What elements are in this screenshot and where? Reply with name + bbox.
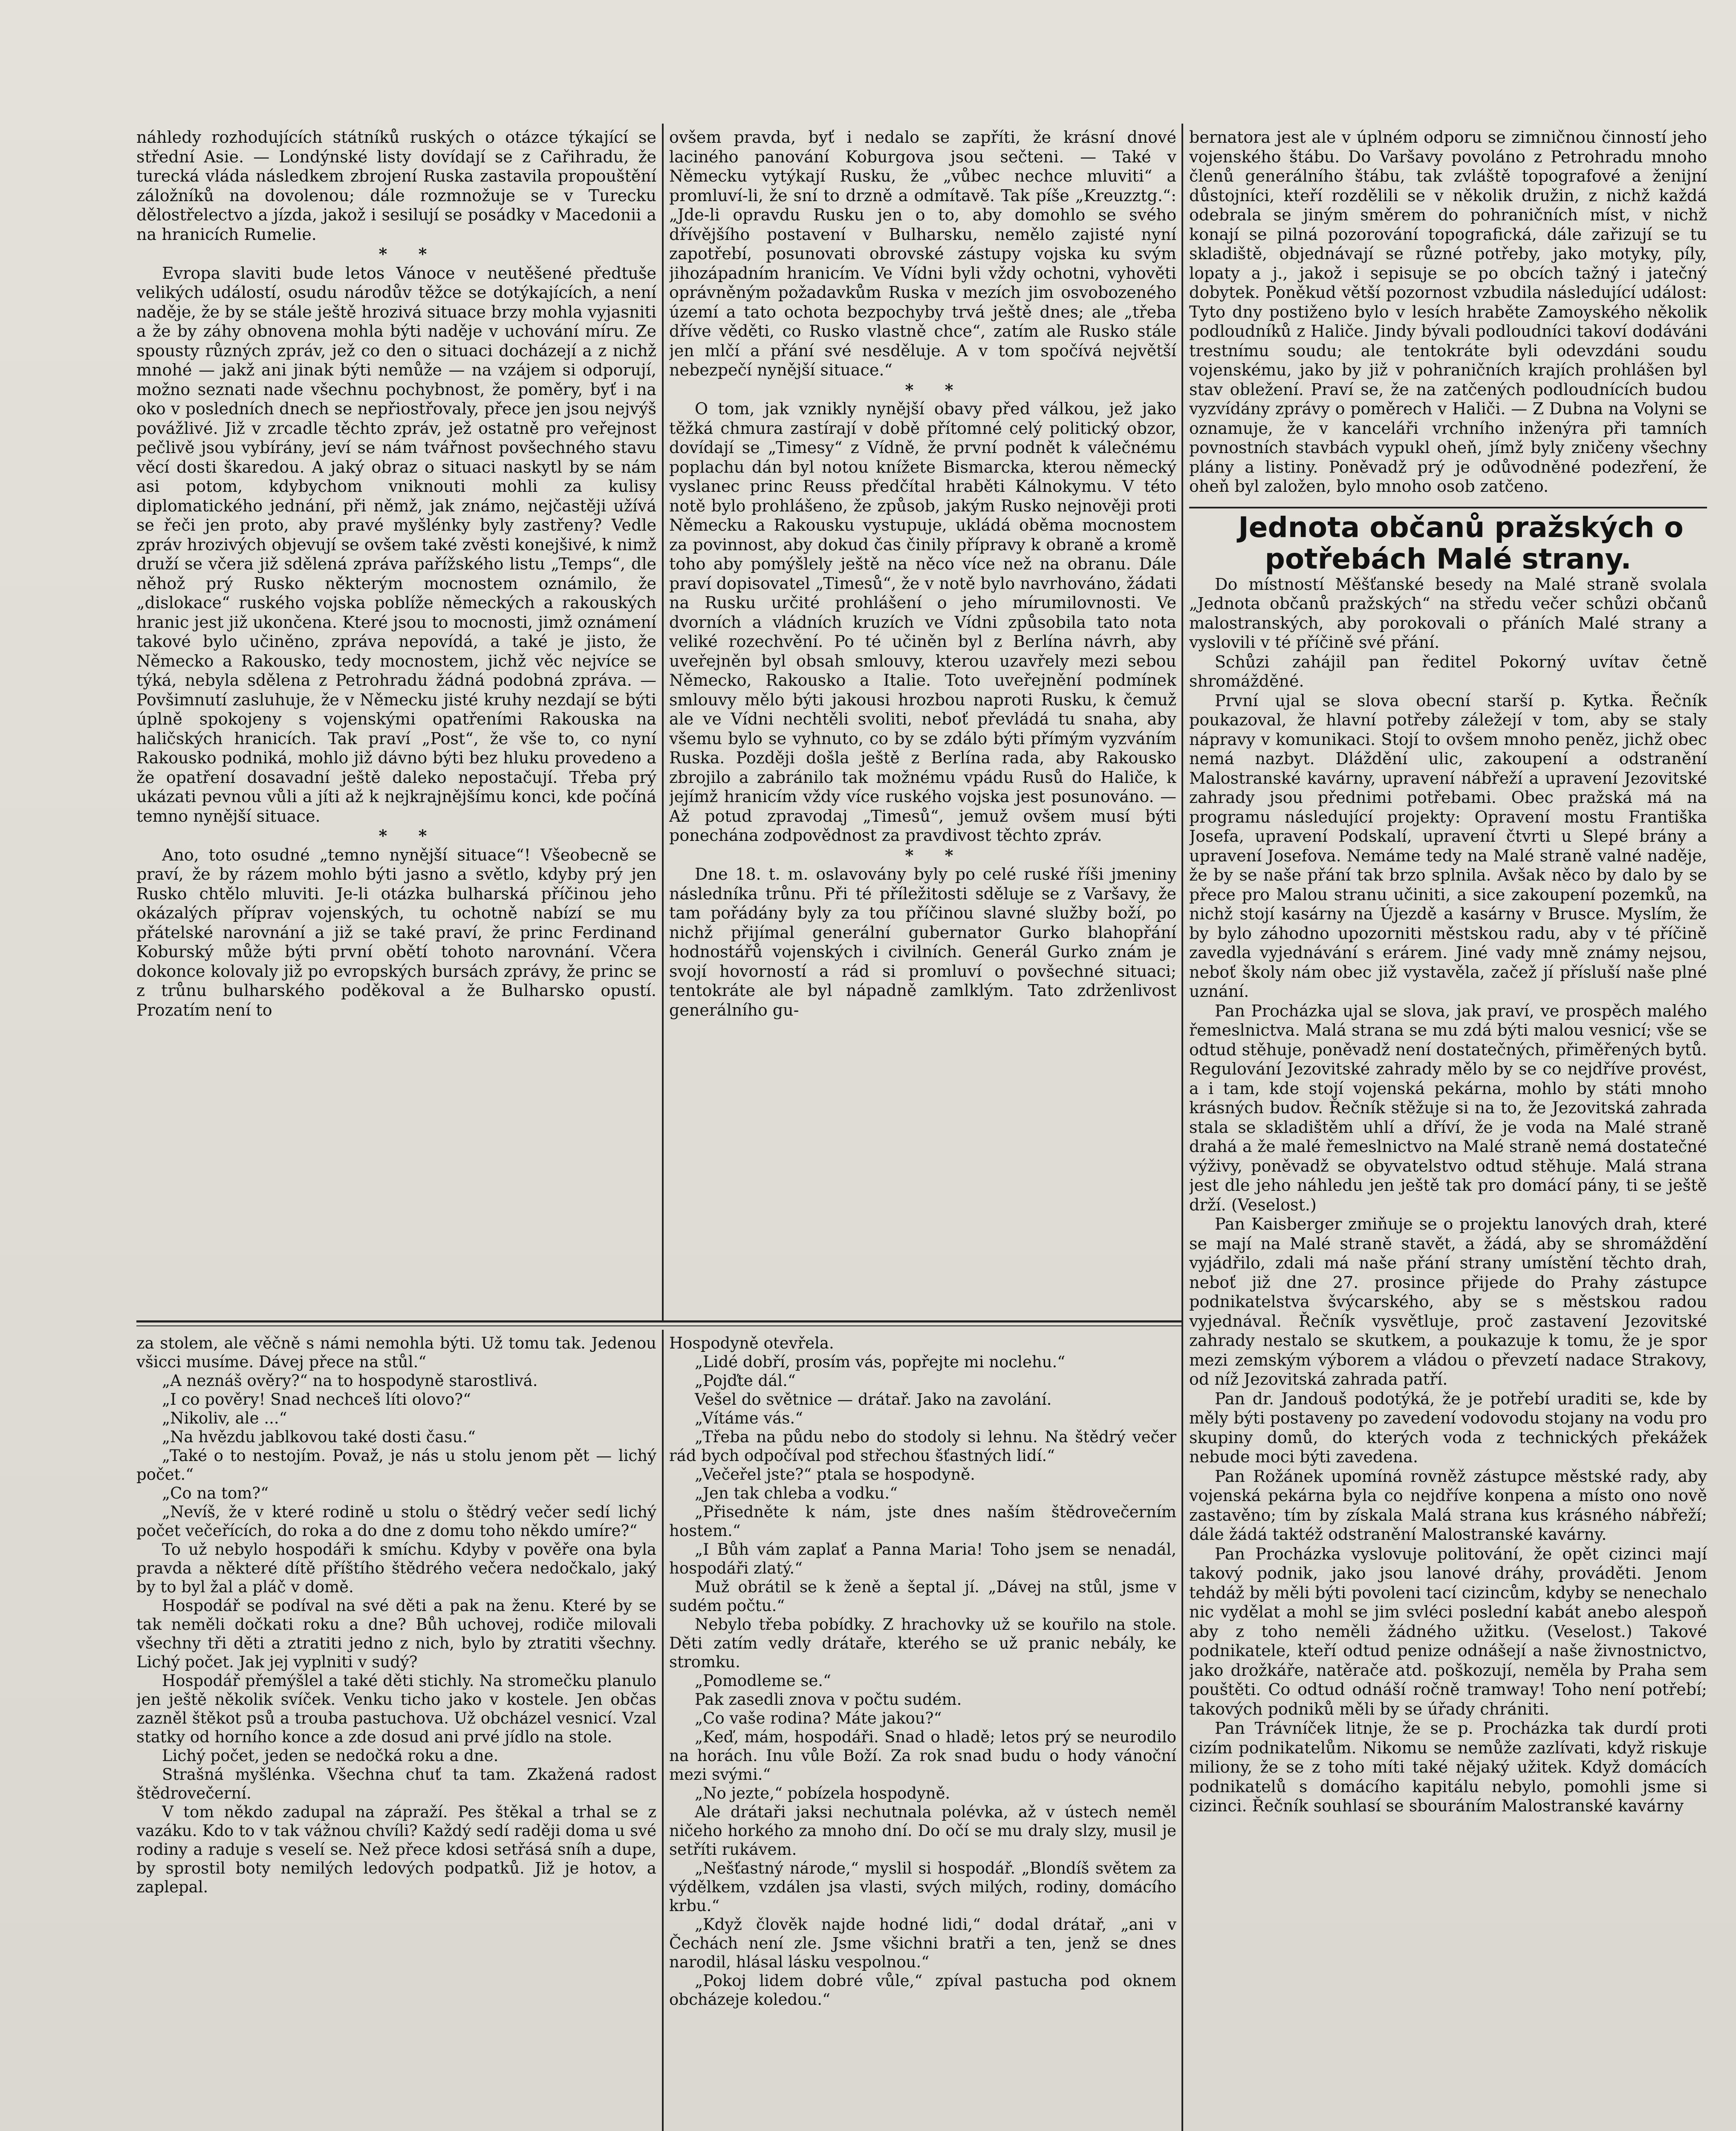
story-paragraph: „No jezte,“ pobízela hospodyně.	[695, 1784, 950, 1802]
article-paragraph: náhledy rozhodujících státníků ruských o otázce týkající se střední Asie. — Londýnské listy dovídají se z Cařihradu, že turecká vláda následkem zbrojení Ruska zastavila propouštění záložníků na dovolenou; dále rozmnožuje se v Turecku dělostřelectvo a jízda, jakož i sesilují se posádky v Macedonii a na hranicích Rumelie.	[136, 128, 656, 244]
story-paragraph: Vešel do světnice — drátař. Jako na zavolání.	[695, 1390, 1052, 1409]
feuilleton-rule	[136, 1320, 1181, 1322]
feuilleton-column-middle	[669, 1334, 1176, 2131]
story-paragraph: „Přisedněte k nám, jste dnes naším štědrovečerním hostem.“	[669, 1503, 1176, 1540]
story-paragraph: „A neznáš ověry?“ na to hospodyně starostlivá.	[162, 1372, 538, 1390]
story-paragraph: „Na hvězdu jablkovou také dosti času.“	[162, 1428, 476, 1446]
story-paragraph: Hospodyně otevřela.	[669, 1334, 834, 1352]
story-paragraph: „Večeřel jste?“ ptala se hospodyně.	[695, 1465, 975, 1484]
story-paragraph: „Lidé dobří, prosím vás, popřejte mi noclehu.“	[695, 1353, 1066, 1371]
column-right	[1189, 128, 1707, 2131]
article-paragraph: Pan Trávníček litnje, že se p. Procházka tak durdí proti cizím podnikatelům. Nikomu se nemůže zazlívati, když riskuje miliony, že se z toho míti také nějaký užitek. Když domácích podnikatelů s domácího kapitálu nebylo, pomohli jsme si cizinci. Řečník souhlasí se sbouráním Malostranské kavárny	[1189, 1719, 1707, 1815]
feuilleton-column-left	[136, 1334, 656, 2131]
story-paragraph: „Co vaše rodina? Máte jakou?“	[695, 1709, 942, 1727]
article-paragraph: První ujal se slova obecní starší p. Kytka. Řečník poukazoval, že hlavní potřeby záležejí v tom, aby se staly nápravy v komunikaci. Stojí to ovšem mnoho peněz, jichž obec nemá nazbyt. Dláždění ulic, zakoupení a odstranění Malostranské kavárny, upravení nábřeží a upravení Jezovitské zahrady jsou přednimi potřebami. Obec pražská má na programu následující projekty: Opravení mostu Františka Josefa, upravení Podskalí, upravení čtvrti u Slepé brány a upravení Josefova. Nemáme tedy na Malé straně valné naděje, že by se naše přání tak brzo splnila. Avšak něco by dalo by se přece pro Malou stranu učiniti, a sice zakoupení pozemků, na nichž stojí kasárny na Újezdě a kasárny v Brusce. Myslím, že by bylo záhodno upozorniti městskou radu, aby v té příčině zavedla vyjednávání s erárem. Jiné vady mně známy nejsou, neboť školy nám obec již vystavěla, začež jí přísluší naše plné uznání.	[1189, 691, 1707, 1001]
story-paragraph: Pak zasedli znova v počtu sudém.	[695, 1690, 962, 1709]
section-separator: * *	[378, 826, 440, 845]
article-paragraph: Evropa slaviti bude letos Vánoce v neutěšené předtuše velikých událostí, osudu národův těžce se dotýkajících, a není naděje, že by se stále ještě hrozivá situace brzy mohla vyjasniti a že by záhy obnovena mohla býti naděje v uchování míru. Ze spousty různých zpráv, jež co den o situaci docházejí a z nichž mnohé — jakž ani jinak býti nemůže — na vzájem si odporují, možno seznati nade všechnu pochybnost, že poměry, byť i na oko v posledních dnech se nepřiostřovaly, přece jen jsou nejvýš povážlivé. Již v zrcadle těchto zpráv, jež ostatně pro veřejnost pečlivě jsou vybírány, jeví se nám tvářnost povšechného stavu věcí dosti škaredou. A jaký obraz o situaci naskytl by se nám asi potom, kdybychom vniknouti mohli za kulisy diplomatického jednání, při němž, jak známo, nejčastěji užívá se řeči jen proto, aby pravé myšlénky byly zastřeny? Vedle zpráv hrozivých objevují se ovšem také zvěsti konejšivé, k nimž druží se včera již sdělená zpráva pařížského listu „Temps“, dle něhož prý Rusko některým mocnostem oznámilo, že „dislokace“ ruského vojska poblíže německých a rakouských hranic jest již ukončena. Které jsou to mocnosti, jimž oznámení takové bylo učiněno, zpráva nepovídá, a také je jisto, že Německo a Rakousko, tedy mocnostem, jichž věc nejvíce se týká, nebyla sdělena z Petrohradu žádná podobná zpráva. — Povšimnutí zasluhuje, že v Německu jisté kruhy nezdají se býti úplně spokojeny s vojenskými opatřeními Rakouska na haličských hranicích. Tak praví „Post“, že vše to, co nyní Rakousko podniká, mohlo již dávno býti bez hluku provedeno a že opatření dosavadní ještě daleko nepostačují. Třeba prý ukázati pevnou vůli a jíti až k nejkrajnějšímu konci, kde počíná temno nynější situace.	[136, 263, 656, 826]
column-middle	[669, 128, 1176, 1313]
story-paragraph: Nebylo třeba pobídky. Z hrachovky už se kouřilo na stole. Děti zatím vedly drátaře, kterého se už pranic nebály, ke stromku.	[669, 1615, 1176, 1671]
article-paragraph: O tom, jak vznikly nynější obavy před válkou, jež jako těžká chmura zastírají v době přítomné celý politický obzor, dovídají se „Timesy“ z Vídně, že první podnět k válečnému poplachu dán byl notou knížete Bismarcka, kterou německý vyslanec princ Reuss předčítal hraběti Kálnokymu. V této notě bylo prohlášeno, že způsob, jakým Rusko nejnověji proti Německu a Rakousku vystupuje, ukládá oběma mocnostem za povinnost, aby dokud čas činily přípravy k obraně a kromě toho aby pomýšlely ještě na něco více než na obranu. Dále praví dopisovatel „Timesů“, že v notě bylo navrhováno, žádati na Rusku určité prohlášení o jeho mírumilovnosti. Ve dvorních a vládních kruzích ve Vídni způsobila tato nota veliké rozechvění. Po té učiněn byl z Berlína návrh, aby uveřejněn byl obsah smlouvy, kterou uzavřely mezi sebou Německo, Rakousko a Italie. Toto uveřejnění podmínek smlouvy mělo býti jakousi hrozbou naproti Rusku, k čemuž ale ve Vídni nechtěli svoliti, neboť převládá tu snaha, aby všemu bylo se vyhnuto, co by se zdálo býti přímým vyzváním Ruska. Později došla ještě z Berlína rada, aby Rakousko zbrojilo a zabránilo tak možnému vpádu Rusů do Haliče, k jejímž hranicím vždy více ruského vojska jest posunováno. — Až potud zpravodaj „Timesů“, jemuž ovšem musí býti ponechána zodpovědnost za pravdivost těchto zpráv.	[669, 399, 1176, 845]
article-paragraph: ovšem pravda, byť i nedalo se zapříti, že krásní dnové laciného panování Koburgova jsou sečteni. — Také v Německu vytýkají Rusku, že „vůbec nechce mluviti“ a promluví-li, že sní to drzně a odmítavě. Tak píše „Kreuzztg.“: „Jde-li opravdu Rusku jen o to, aby domohlo se svého dřívějšího postavení v Bulharsku, nemělo zajisté nyní zapotřebí, posunovati obrovské zástupy vojska ku svým jihozápadním hranicím. Ve Vídni byli vždy ochotni, vyhověti oprávněným požadavkům Ruska v mezích jim osvobozeného území a tato ochota bezpochyby trvá ještě dnes; ale „třeba dříve věděti, co Rusko vlastně chce“, zatím ale Rusko stále jen mlčí a přání své nesděluje. A v tom spočívá největší nebezpečí nynější situace.“	[669, 128, 1176, 379]
headline-rule	[1189, 507, 1707, 508]
section-separator: * *	[905, 845, 966, 865]
story-paragraph: „Pojďte dál.“	[695, 1372, 796, 1390]
article-paragraph: Dne 18. t. m. oslavovány byly po celé ruské říši jmeniny následníka trůnu. Při té příležitosti sděluje se z Varšavy, že tam pořádány byly za tou příčinou slavné služby boží, po nichž přijímal generální gubernator Gurko blahopřání hodnostářů vojenských i civilních. Generál Gurko znám je svojí hovorností a rád si promluví o povšechné situaci; tentokráte ale byl nápadně zamlklým. Tato zdrženlivost generálního gu-	[669, 865, 1176, 1019]
story-paragraph: „Keď, mám, hospodáři. Snad o hladě; letos prý se neurodilo na horách. Inu vůle Boží. Za rok snad budu o hody vánoční mezi svými.“	[669, 1728, 1176, 1784]
article-paragraph: Pan Procházka ujal se slova, jak praví, ve prospěch malého řemeslnictva. Malá strana se mu zdá býti malou vesnicí; vše se odtud stěhuje, poněvadž není dostatečných, přiměřených bytů. Regulování Jezovitské zahrady mělo by se co nejdříve provést, a i tam, kde stojí vojenská pekárna, mohlo by státi mnoho krásných budov. Řečník stěžuje si na to, že Jezovitská zahrada stala se skladištěm uhlí a dříví, že je voda na Malé straně drahá a že malé řemeslnictvo na Malé straně nemá dostatečné výživy, poněvadž se obyvatelstvo odtud stěhuje. Malá strana jest dle jeho náhledu jen ještě tak pro domácí pány, ti se ještě drží. (Veselost.)	[1189, 1001, 1707, 1214]
story-paragraph: „Nikoliv, ale ...“	[162, 1409, 287, 1427]
article-paragraph: Do místností Měšťanské besedy na Malé straně svolala „Jednota občanů pražských“ na středu večer schůzi občanů malostranských, aby porokovali o přáních Malé strany a vyslovili v té příčině své přání.	[1189, 575, 1707, 652]
section-separator: * *	[905, 380, 966, 399]
story-paragraph: „Nešťastný národe,“ myslil si hospodář. „Blondíš světem za výdělkem, vzdálen jsa vlasti, svých milých, rodiny, domácího krbu.“	[669, 1859, 1176, 1915]
column-rule	[662, 124, 664, 1321]
story-paragraph: „Pokoj lidem dobré vůle,“ zpíval pastucha pod oknem obcházeje koledou.“	[669, 1972, 1176, 2009]
story-paragraph: Strašná myšlénka. Všechna chuť ta tam. Zkažená radost štědrovečerní.	[136, 1765, 656, 1802]
story-paragraph: „Jen tak chleba a vodku.“	[695, 1484, 898, 1502]
article-paragraph: Schůzi zahájil pan ředitel Pokorný uvítav četně shromážděné.	[1189, 652, 1707, 690]
story-paragraph: „Vítáme vás.“	[695, 1409, 803, 1427]
story-paragraph: Hospodář přemýšlel a také děti stichly. Na stromečku planulo jen ještě několik svíček. Venku ticho jako v kostele. Jen občas zazněl štěkot psů a trouba pastuchova. Už obcházel vesnicí. Vzal statky od horního konce a zde dosud ani prvé jídlo na stole.	[136, 1672, 656, 1746]
story-paragraph: „Nevíš, že v které rodině u stolu o štědrý večer sedí lichý počet večeřících, do roka a do dne z domu toho někdo umíre?“	[136, 1503, 656, 1540]
story-paragraph: „Třeba na půdu nebo do stodoly si lehnu. Na štědrý večer rád bych odpočíval pod střechou šťastných lidí.“	[669, 1428, 1176, 1465]
section-separator: * *	[378, 244, 440, 263]
article-paragraph: Pan Rožánek upomíná rovněž zástupce městské rady, aby vojenská pekárna byla co nejdříve konpena a místo ono nově zastavěno; tím by získala Malá strana kus krásného nábřeží; dále žádá taktéž odstranění Malostranské kavárny.	[1189, 1467, 1707, 1544]
story-paragraph: „Pomodleme se.“	[695, 1672, 831, 1690]
article-paragraph: Pan Kaisberger zmiňuje se o projektu lanových drah, které se mají na Malé straně stavět, a žádá, aby se shromáždění vyjádřilo, zdali má naše přání strany umístění těchto drah, neboť již dne 27. prosince přijede do Prahy zástupce podnikatelstva švýcarského, aby se s městskou radou vyjednával. Řečník vysvětluje, proč zastavení Jezovitské zahrady nestalo se skutkem, a poukazuje k tomu, že je spor mezi zemským výborem a vládou o převzetí nadace Strakovy, od níž Jezovitská zahrada patří.	[1189, 1215, 1707, 1389]
story-paragraph: V tom někdo zadupal na zápraží. Pes štěkal a trhal se z vazáku. Kdo to v tak vážnou chvíli? Každý sedí raději doma u své rodiny a raduje s veselí se. Než přece kdosi setřásá sníh a dupe, by sprostil boty nemilých ledových podpatků. Již je hotov, a zaplepal.	[136, 1803, 656, 1896]
article-paragraph: Ano, toto osudné „temno nynější situace“! Všeobecně se praví, že by rázem mohlo býti jasno a světlo, kdyby prý jen Rusko chtělo mluviti. Je-li otázka bulharská příčinou jeho okázalých příprav vojenských, tu ochotně nabízí se mu přátelské narovnání a již se také praví, že princ Ferdinand Koburský může býti první obětí tohoto narovnání. Včera dokonce kolovaly již po evropských bursách zprávy, že princ se z trůnu bulharského poděkoval a že Bulharsko opustí. Prozatím není to	[136, 845, 656, 1019]
story-paragraph: To už nebylo hospodáři k smíchu. Kdyby v pověře ona byla pravda a některé dítě příštího štědrého večera nedočkalo, jaký by to byl žal a pláč v domě.	[136, 1540, 656, 1596]
story-paragraph: „Co na tom?“	[162, 1484, 269, 1502]
story-paragraph: Hospodář se podíval na své děti a pak na ženu. Které by se tak neměli dočkati roku a dne? Bůh uchovej, rodiče milovali všechny tři děti a ztratiti jedno z nich, bylo by ztratiti všechny. Lichý počet. Jak jej vyplniti v sudý?	[136, 1597, 656, 1671]
article-paragraph: bernatora jest ale v úplném odporu se zimničnou činností jeho vojenského štábu. Do Varšavy povoláno z Petrohradu mnoho členů generálního štábu, tak zvláště topografové a ženijní důstojníci, kteří rozdělili se v několik družin, z nichž každá odebrala se jiným směrem do pohraničních míst, v nichž konají se pilná pozorování topografická, dále zařizují se tu skladiště, objednávají se různé potřeby, jako motyky, píly, lopaty a j., jakož i sepisuje se po obcích tažný i jatečný dobytek. Poněkud větší pozornost vzbudila následující událost: Tyto dny postiženo bylo v lesích hraběte Zamoyského několik podloudníků z Haliče. Jindy bývali podloudníci takoví dodáváni trestnímu soudu; ale tentokráte byli odevzdáni soudu vojenskému, jako by již v pohraničních krajích prohlášen byl stav obležení. Praví se, že na zatčených podloudnících budou vyzvídány zprávy o poměrech v Haliči. — Z Dubna na Volyni se oznamuje, že v kanceláři vrchního inženýra při tamních povnostních stavbách vypukl oheň, jímž byly zničeny všechny plány a listiny. Poněvadž prý je odůvodněné podezření, že oheň byl založen, bylo mnoho osob zatčeno.	[1189, 128, 1707, 496]
article-headline: Jednota občanů pražských o potřebách Malé strany.	[1238, 511, 1684, 575]
column-rule	[662, 1330, 664, 2131]
article-paragraph: Pan dr. Jandouš podotýká, že je potřebí uraditi se, kde by měly býti postaveny po zavedení vodovodu stojany na vodu pro skupiny domů, do kterých voda z technických překážek nebude moci býti zavedena.	[1189, 1389, 1707, 1466]
column-left	[136, 128, 656, 1313]
story-paragraph: „I co pověry! Snad nechceš líti olovo?“	[162, 1390, 471, 1409]
story-paragraph: „Když člověk najde hodné lidi,“ dodal drátař, „ani v Čechách není zle. Jsme všichni bratři a ten, jenž se dnes narodil, hlásal lásku vespolnou.“	[669, 1915, 1176, 1971]
story-paragraph: „I Bůh vám zaplať a Panna Maria! Toho jsem se nenadál, hospodáři zlatý.“	[669, 1540, 1176, 1577]
story-paragraph: Muž obrátil se k ženě a šeptal jí. „Dávej na stůl, jsme v sudém počtu.“	[669, 1578, 1176, 1615]
story-paragraph: Ale drátaři jaksi nechutnala polévka, až v ústech neměl ničeho horkého za mnoho dní. Do očí se mu draly slzy, musil je setříti rukávem.	[669, 1803, 1176, 1859]
story-paragraph: Lichý počet, jeden se nedočká roku a dne.	[162, 1747, 499, 1765]
article-paragraph: Pan Procházka vyslovuje politování, že opět cizinci mají takový podnik, jako jsou lanové dráhy, prováděti. Jenom tehdáž by měli býti povoleni tací cizincům, kdyby se nenechalo nic vydělat a mohl se jim svléci poslední kabát anebo alespoň aby z toho neměli žádného užitku. (Veselost.) Takové podnikatele, kteří odtud penize odnášejí a naše živnostnictvo, jako drožkáře, natěrače atd. poškozují, neměla by Praha sem pouštěti. Co odtud odnáší ročně tramway! Toho není potřebí; takových podniků měli by se úřady chrániti.	[1189, 1544, 1707, 1718]
story-paragraph: za stolem, ale věčně s námi nemohla býti. Už tomu tak. Jedenou všicci musíme. Dávej přece na stůl.“	[136, 1334, 656, 1371]
story-paragraph: „Také o to nestojím. Považ, je nás u stolu jenom pět — lichý počet.“	[136, 1447, 656, 1484]
column-rule	[1181, 124, 1183, 2131]
feuilleton-rule-thin	[136, 1325, 1181, 1326]
